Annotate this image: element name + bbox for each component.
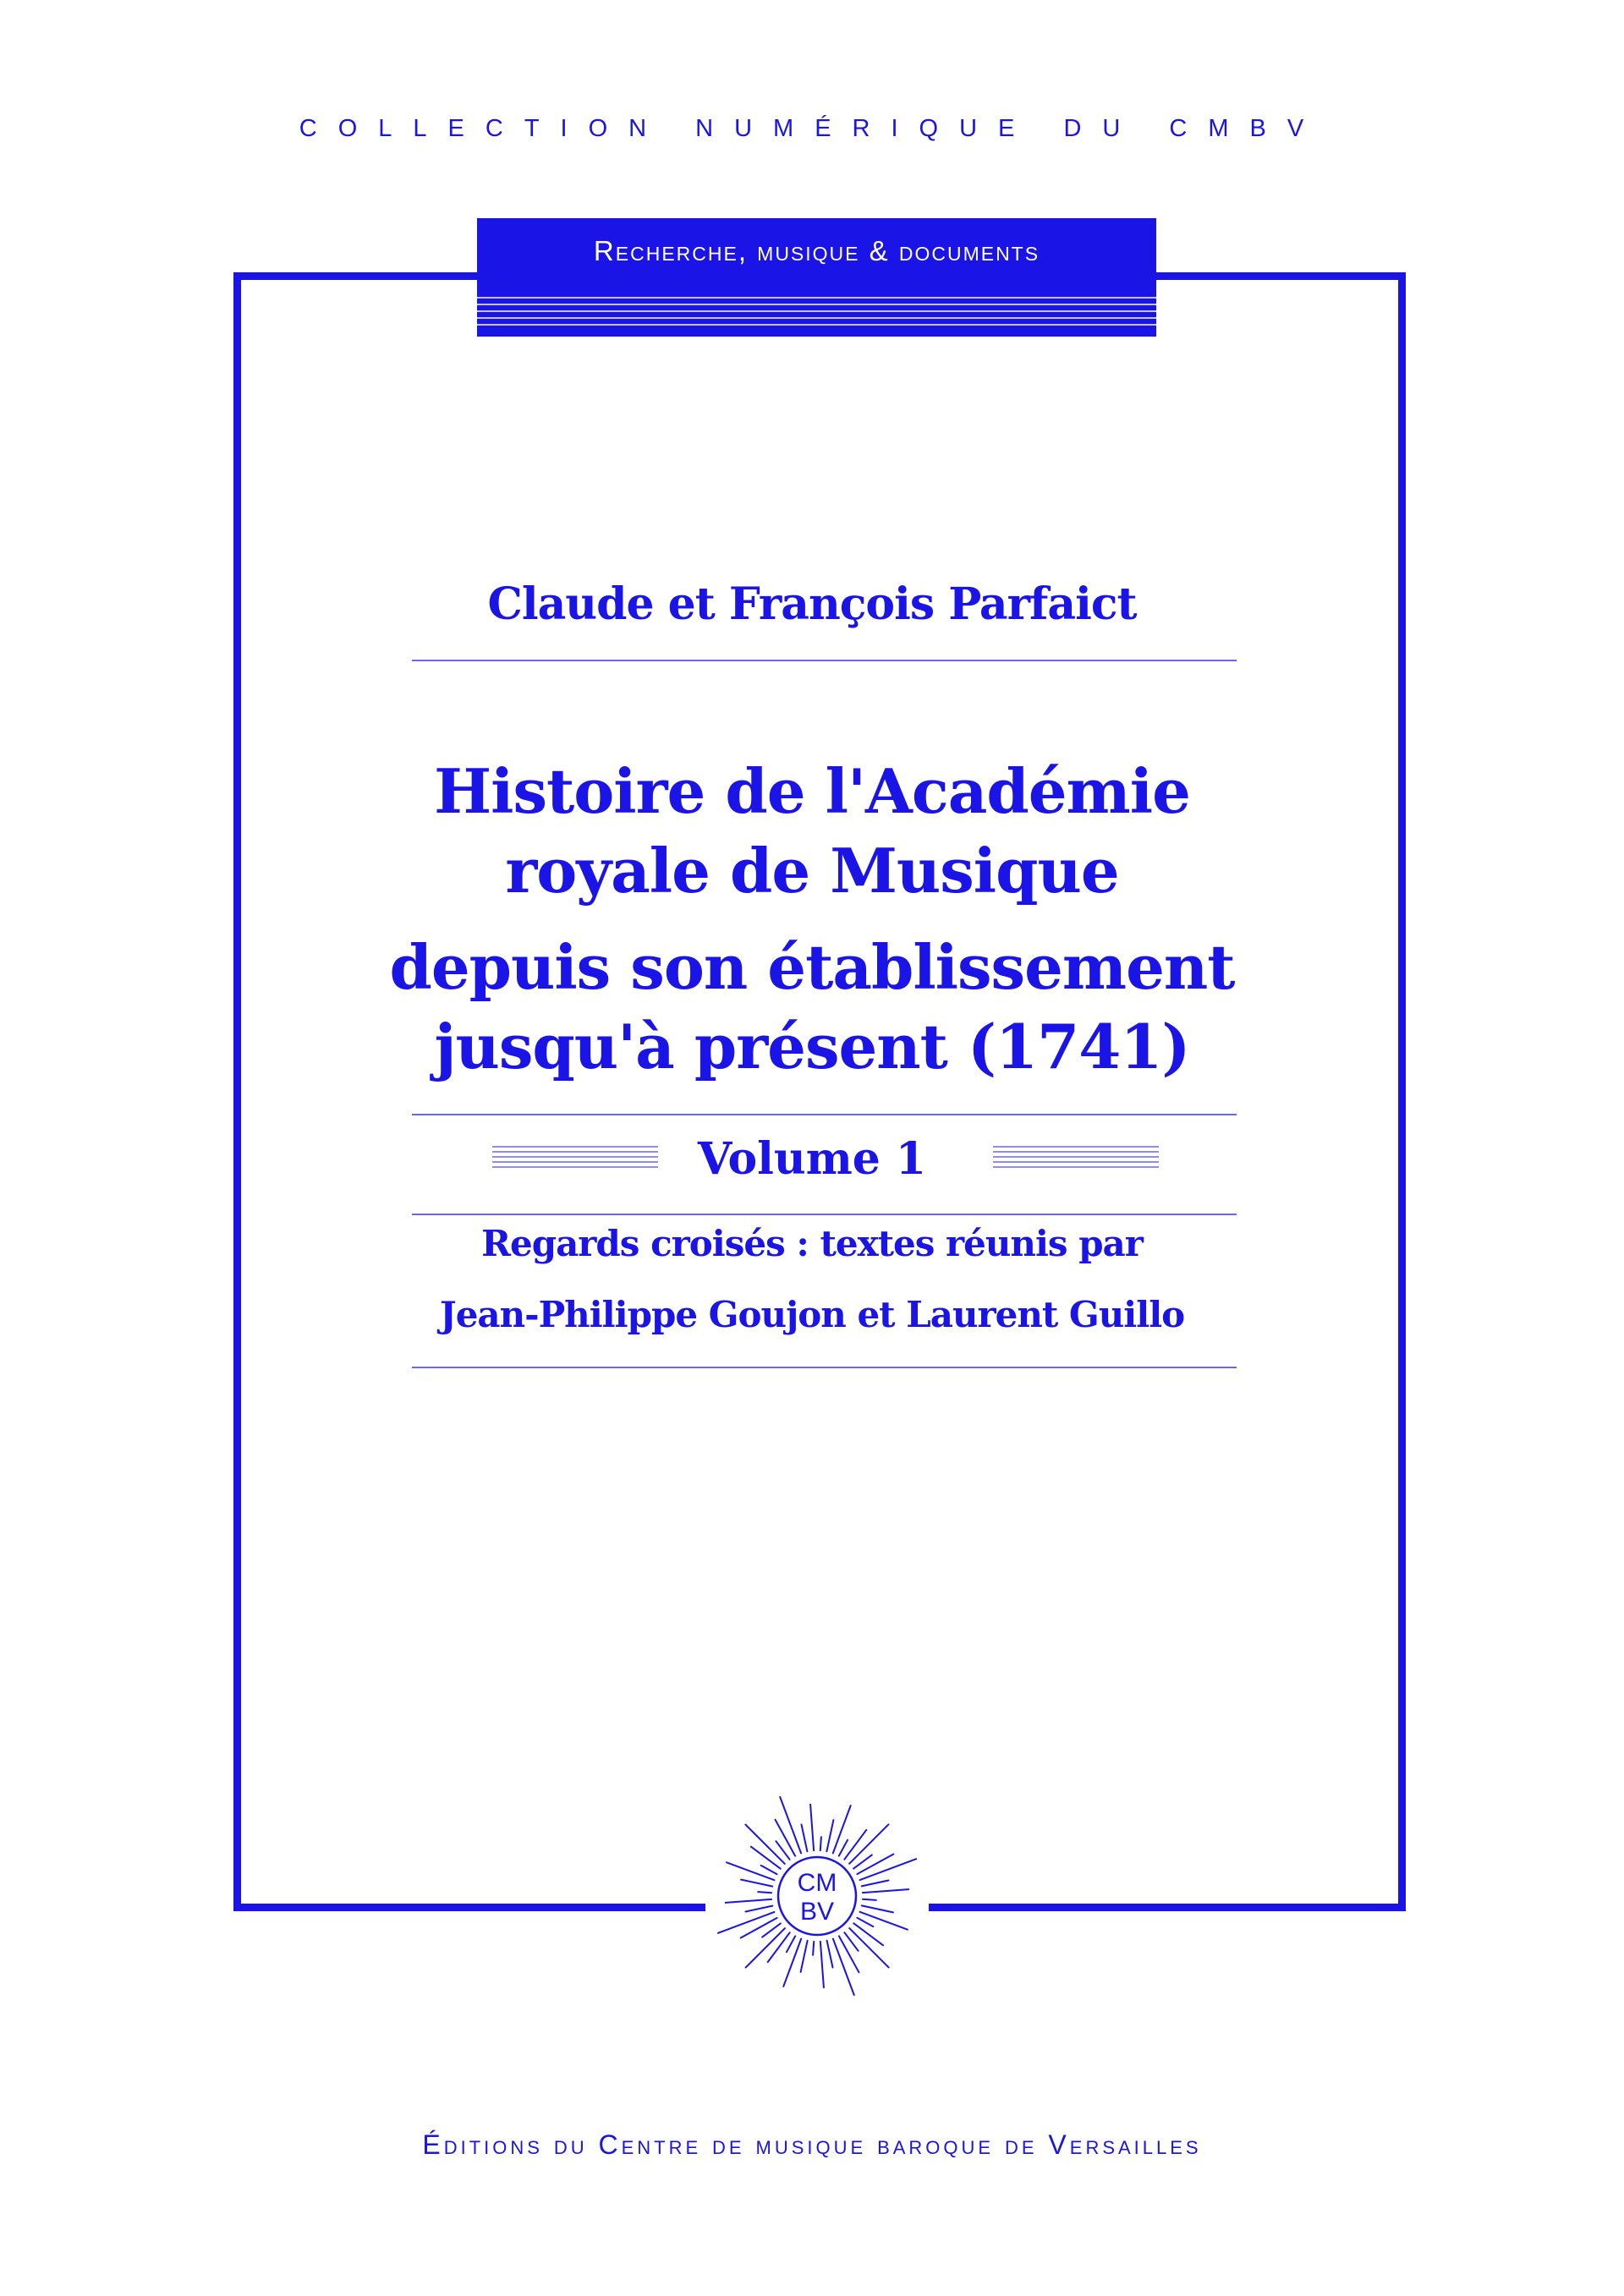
book-title-line: jusqu'à présent (1741) bbox=[434, 1011, 1190, 1082]
logo-text-top: CM bbox=[797, 1869, 837, 1897]
sunburst-ray bbox=[853, 1923, 883, 1945]
sunburst-ray bbox=[741, 1880, 772, 1887]
sunburst-ray bbox=[857, 1918, 873, 1926]
sunburst-ray bbox=[863, 1899, 876, 1900]
sunburst-ray bbox=[860, 1859, 917, 1880]
sunburst-ray bbox=[758, 1892, 771, 1893]
sunburst-ray bbox=[810, 1805, 814, 1850]
book-title-line: royale de Musique bbox=[505, 835, 1119, 907]
staff-lines-icon bbox=[477, 286, 1156, 337]
sunburst-ray bbox=[783, 1939, 801, 1986]
divider bbox=[412, 660, 1237, 661]
divider bbox=[412, 1367, 1237, 1368]
series-band bbox=[477, 218, 1156, 337]
sunburst-ray bbox=[862, 1881, 889, 1887]
staff-ornament-icon bbox=[993, 1143, 1159, 1172]
sunburst-ray bbox=[776, 1820, 796, 1856]
book-author: Claude et François Parfaict bbox=[487, 578, 1137, 630]
cmbv-logo bbox=[705, 1784, 929, 2008]
sunburst-ray bbox=[802, 1825, 808, 1852]
divider bbox=[412, 1214, 1237, 1215]
sunburst-ray bbox=[820, 1942, 824, 1987]
sunburst-ray bbox=[746, 1906, 773, 1912]
sunburst-ray bbox=[826, 1820, 833, 1851]
sunburst-ray bbox=[860, 1912, 908, 1930]
sunburst-ray bbox=[863, 1889, 908, 1893]
logo-text-bottom: BV bbox=[799, 1898, 835, 1926]
sunburst-ray bbox=[718, 1912, 775, 1933]
series-label: Recherche, musique & documents bbox=[593, 235, 1040, 266]
sunburst-ray bbox=[768, 1932, 790, 1962]
volume-label: Volume 1 bbox=[697, 1133, 927, 1185]
credits-line: Regards croisés : textes réunis par bbox=[481, 1223, 1143, 1264]
sunburst-ray bbox=[751, 1847, 781, 1869]
sunburst-ray bbox=[761, 1866, 777, 1874]
sunburst-ray bbox=[787, 1936, 795, 1952]
sunburst-ray bbox=[833, 1806, 851, 1853]
sunburst-ray bbox=[726, 1899, 771, 1903]
sunburst-ray bbox=[857, 1855, 893, 1875]
sunburst-ray bbox=[801, 1941, 808, 1972]
credits-line: Jean-Philippe Goujon et Laurent Guillo bbox=[439, 1294, 1185, 1335]
sunburst-ray bbox=[839, 1936, 859, 1972]
divider bbox=[412, 1114, 1237, 1115]
sunburst-ray bbox=[827, 1941, 833, 1968]
book-title-line: depuis son établissement bbox=[389, 931, 1235, 1003]
sunburst-ray bbox=[813, 1942, 814, 1955]
sunburst-icon bbox=[705, 1784, 929, 2008]
sunburst-ray bbox=[727, 1862, 774, 1880]
publisher-label: Éditions du Centre de musique baroque de Versailles bbox=[422, 2129, 1202, 2160]
sunburst-ray bbox=[833, 1939, 854, 1996]
collection-label: COLLECTION NUMÉRIQUE DU CMBV bbox=[299, 115, 1325, 142]
sunburst-ray bbox=[820, 1837, 821, 1850]
cover-frame bbox=[233, 272, 1406, 1911]
sunburst-ray bbox=[844, 1830, 866, 1860]
sunburst-ray bbox=[741, 1918, 777, 1938]
sunburst-ray bbox=[839, 1840, 848, 1856]
sunburst-ray bbox=[862, 1905, 893, 1912]
book-title-line: Histoire de l'Académie bbox=[434, 755, 1190, 827]
sunburst-ray bbox=[780, 1797, 801, 1854]
